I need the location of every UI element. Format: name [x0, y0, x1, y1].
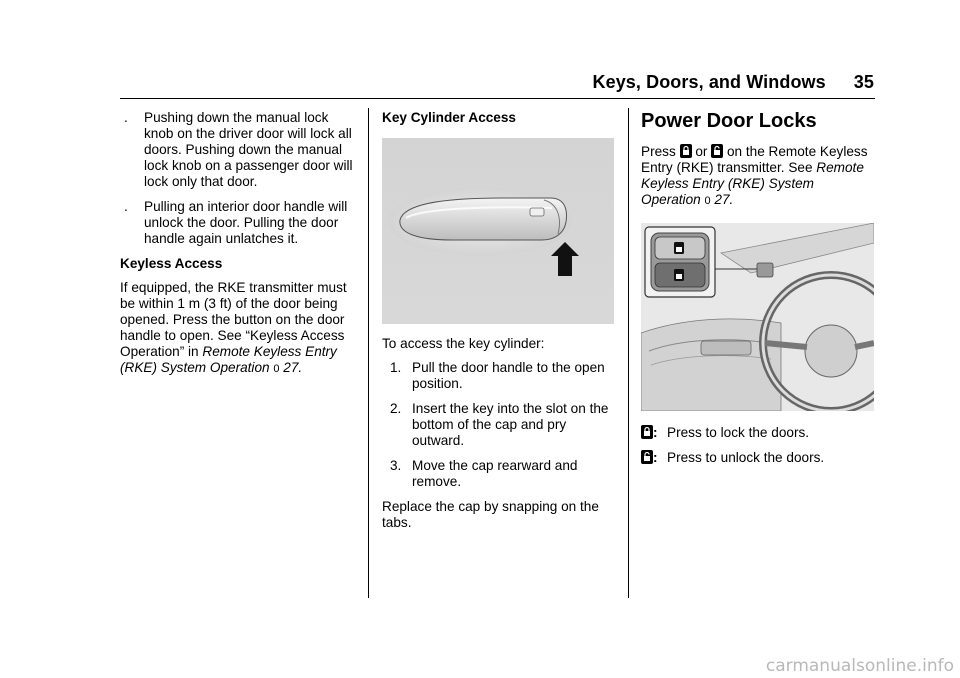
page-header — [592, 72, 874, 93]
column-divider-2 — [628, 108, 629, 598]
lock-legend-marker — [641, 425, 658, 441]
column-3 — [641, 110, 877, 475]
power-door-locks-heading: Power Door Locks — [641, 110, 817, 132]
lock-legend — [641, 425, 877, 441]
or-word: or — [695, 144, 708, 159]
see-word: See — [788, 160, 813, 175]
page-ref-arrow-icon: 0 — [704, 195, 711, 207]
step-text: Insert the key into the slot on the bottom of the cap and pry outward. — [412, 401, 609, 448]
keyless-access-heading: Keyless Access — [120, 256, 223, 271]
column-1 — [120, 110, 355, 385]
key-cylinder-heading: Key Cylinder Access — [382, 110, 516, 125]
unlock-key-icon — [711, 144, 723, 158]
watermark: carmanualsonline.info — [765, 656, 954, 676]
power-lock-switch-illustration — [641, 223, 874, 411]
step-number: 3. — [390, 458, 402, 473]
header-rule — [120, 98, 875, 99]
bullet-text: Pushing down the manual lock knob on the driver door will lock all doors. Pushing down the manual lock knob on a passenger door will lock only that door. — [144, 110, 353, 189]
legend-colon: : — [653, 450, 658, 465]
unlock-key-icon — [641, 450, 653, 464]
bullet-marker: . — [124, 199, 128, 214]
door-panel-steering-icon — [641, 223, 874, 411]
door-handle-illustration — [382, 138, 614, 324]
step-item — [382, 401, 617, 449]
lock-legend-text: Press to lock the doors. — [667, 425, 810, 440]
step-text: Pull the door handle to the open position. — [412, 360, 605, 391]
unlock-legend — [641, 450, 877, 466]
section-title: Keys, Doors, and Windows — [592, 72, 826, 92]
step-number: 2. — [390, 401, 402, 416]
lock-key-icon — [641, 425, 653, 439]
unlock-legend-marker — [641, 450, 658, 466]
power-door-locks-paragraph — [641, 144, 877, 209]
steps-list — [382, 360, 617, 490]
key-cylinder-closing: Replace the cap by snapping on the tabs. — [382, 499, 599, 530]
page-ref-arrow-icon: 0 — [273, 363, 280, 375]
rke-reference-link[interactable]: Remote Keyless Entry (RKE) System Operation — [641, 160, 864, 207]
keyless-access-paragraph — [120, 280, 355, 377]
legend-colon: : — [653, 425, 658, 440]
step-item — [382, 458, 617, 490]
step-number: 1. — [390, 360, 402, 375]
step-text: Move the cap rearward and remove. — [412, 458, 578, 489]
rke-reference-link[interactable]: Remote Keyless Entry (RKE) System Operation — [120, 344, 337, 375]
step-item — [382, 360, 617, 392]
key-cylinder-intro: To access the key cylinder: — [382, 336, 545, 351]
press-rest-text: on the Remote Keyless Entry (RKE) transmitter. — [641, 144, 868, 175]
rke-reference-page[interactable]: 27. — [714, 192, 734, 207]
lock-key-icon — [680, 144, 692, 158]
press-word: Press — [641, 144, 676, 159]
column-2 — [382, 110, 617, 539]
bullet-item — [120, 199, 355, 247]
door-handle-icon — [382, 138, 614, 324]
bullet-marker: . — [124, 110, 128, 125]
unlock-legend-text: Press to unlock the doors. — [667, 450, 825, 465]
keyless-access-text: If equipped, the RKE transmitter must be within 1 m (3 ft) of the door being opened. Press the button on the door handle to open. See “Keyless Access Operation” in — [120, 280, 347, 359]
column-divider-1 — [368, 108, 369, 598]
bullet-text: Pulling an interior door handle will unlock the door. Pulling the door handle again unlatches it. — [144, 199, 348, 246]
rke-reference-page[interactable]: 27. — [283, 360, 303, 375]
page-number: 35 — [853, 72, 874, 92]
bullet-item — [120, 110, 355, 190]
